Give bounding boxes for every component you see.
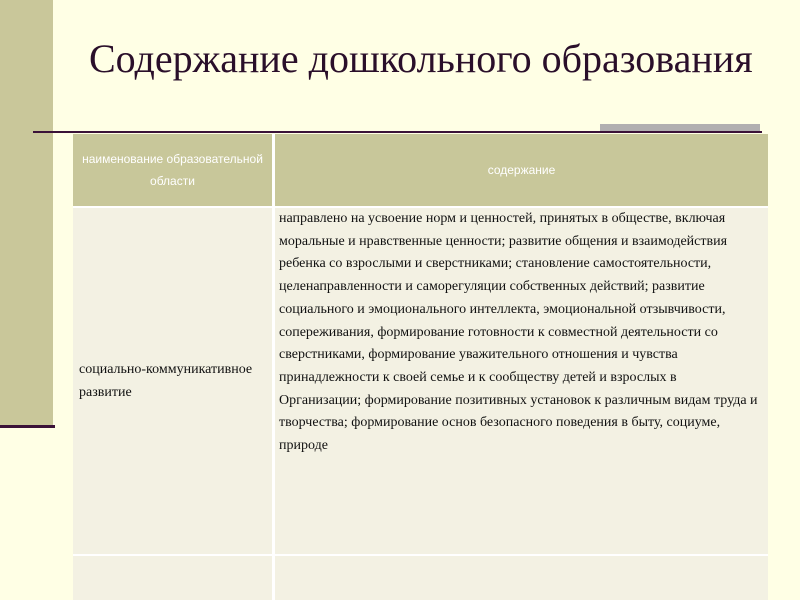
title-accent-bar — [600, 124, 760, 131]
table-header-row — [73, 134, 768, 206]
header-cell-area: наименование образовательной области — [82, 152, 263, 188]
table-column-separator — [272, 134, 275, 600]
header-cell-content: содержание — [487, 163, 556, 177]
area-text: социально-коммуникативное развитие — [79, 362, 253, 400]
table-cell-area — [79, 208, 269, 554]
table-cell-content — [279, 208, 761, 458]
content-text: направлено на усвоение норм и ценностей, принятых в обществе, включая моральные и нравственные ценности; развитие общения и взаимодействия ребенка со взрослыми и сверстниками; становление самостоятельности, целенаправленности и саморегуляции собственных действий; развитие социального и эмоционального интеллекта, эмоциональной отзывчивости, сопереживания, формирование готовности к совместной деятельности со сверстниками, формирование уважительного отношения и чувства принадлежности к своей семье и к сообществу детей и взрослых в Организации; формирование позитивных установок к различным видам труда и творчества; формирование основ безопасного поведения в быту, социуме, природе — [279, 211, 758, 454]
table-row-separator — [73, 554, 768, 556]
left-accent-bar — [0, 0, 53, 426]
title-underline-rule — [33, 131, 762, 133]
content-table — [73, 134, 768, 600]
left-accent-rule — [0, 425, 55, 428]
slide-title: Содержание дошкольного образования — [89, 36, 753, 81]
